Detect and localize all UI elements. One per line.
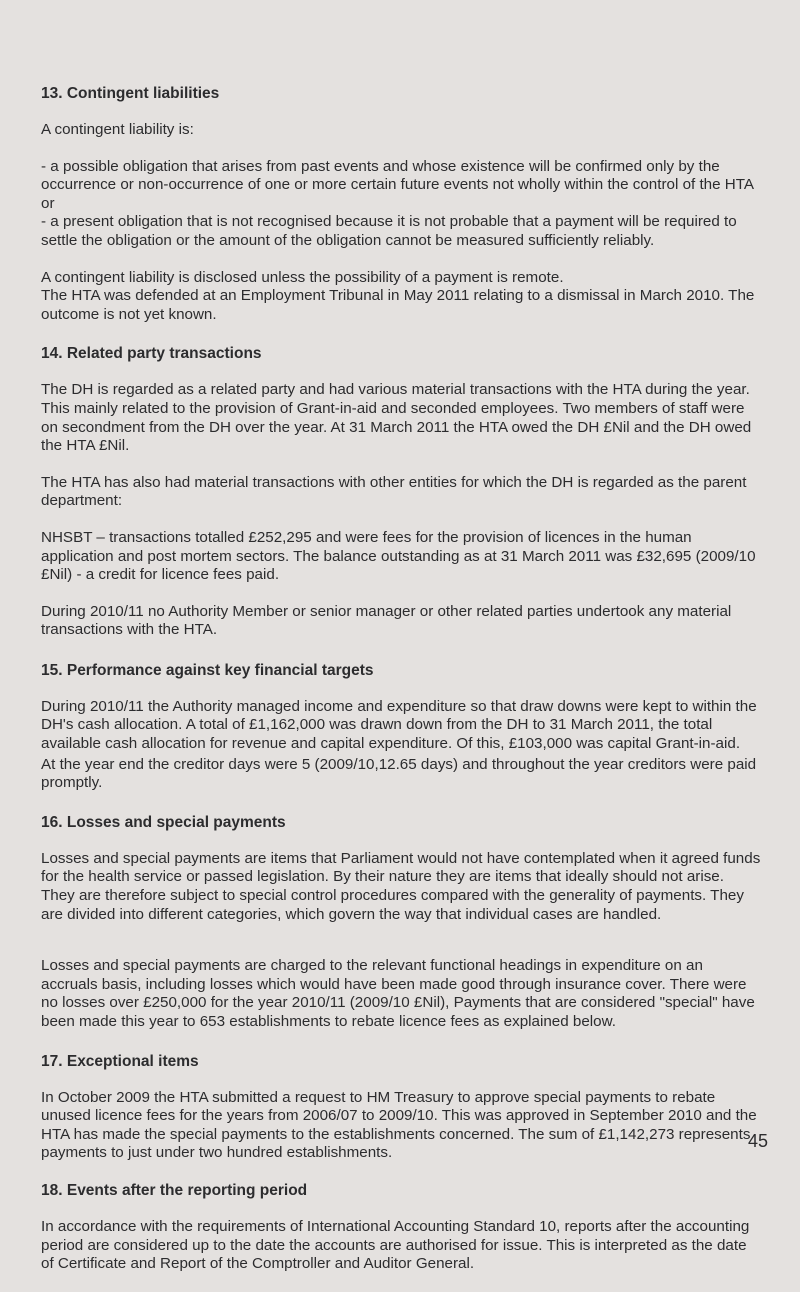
page-number: 45 (747, 1131, 768, 1151)
document-body (41, 84, 761, 1292)
paragraph: NHSBT – transactions totalled £252,295 and were fees for the provision of licences in the human application and post mortem sectors. The balance outstanding as at 31 March 2011 was £32,695 (2009/10 £Nil) - a credit for licence fees paid. (41, 528, 756, 584)
paragraph: Losses and special payments are items that Parliament would not have contemplated when it agreed funds for the health service or passed legislation. By their nature they are items that ideally should not arise. They are therefore subject to special control procedures compared with the generality of payments. They are divided into different categories, which govern the way that individual cases are handled. (41, 849, 761, 923)
section-heading-performance: 15. Performance against key financial targets (41, 661, 374, 679)
paragraph: - a present obligation that is not recognised because it is not probable that a payment will be required to settle the obligation or the amount of the obligation cannot be measured sufficiently reliably. (41, 213, 737, 249)
paragraph: A contingent liability is disclosed unless the possibility of a payment is remote. (41, 268, 564, 286)
paragraph: In accordance with the requirements of International Accounting Standard 10, reports after the accounting period are considered up to the date the accounts are authorised for issue. This is interpreted as the date of Certificate and Report of the Comptroller and Auditor General. (41, 1217, 750, 1273)
paragraph: Losses and special payments are charged to the relevant functional headings in expenditure on an accruals basis, including losses which would have been made good through insurance cover. There were no losses over £250,000 for the year 2010/11 (2009/10 £Nil), Payments that are considered "special" have been made this year to 653 establishments to rebate licence fees as explained below. (41, 957, 755, 1030)
paragraph: During 2010/11 no Authority Member or senior manager or other related parties undertook any material transactions with the HTA. (41, 602, 732, 639)
paragraph: At the year end the creditor days were 5 (2009/10,12.65 days) and throughout the year creditors were paid promptly. (41, 755, 757, 792)
section-heading-related-party: 14. Related party transactions (41, 345, 262, 363)
section-heading-events-after: 18. Events after the reporting period (41, 1181, 308, 1199)
paragraph: - a possible obligation that arises from past events and whose existence will be confirmed only by the occurrence or non-occurrence of one or more certain future events not wholly within the control of the HTA or (41, 157, 754, 212)
section-heading-exceptional-items: 17. Exceptional items (41, 1052, 199, 1070)
paragraph: The HTA has also had material transactions with other entities for which the DH is regarded as the parent department: (41, 473, 747, 510)
section-heading-losses: 16. Losses and special payments (41, 813, 286, 831)
paragraph: A contingent liability is: (41, 121, 194, 138)
paragraph: In October 2009 the HTA submitted a request to HM Treasury to approve special payments to rebate unused licence fees for the years from 2006/07 to 2009/10. This was approved in September 2010 and the HTA has made the special payments to the establishments concerned. The sum of £1,142,273 represents payments to just under two hundred establishments. (41, 1088, 757, 1162)
paragraph: During 2010/11 the Authority managed income and expenditure so that draw downs were kept to within the DH's cash allocation. A total of £1,162,000 was drawn down from the DH to 31 March 2011, the total available cash allocation for revenue and capital expenditure. Of this, £103,000 was capital Grant-in-aid. (41, 697, 757, 753)
paragraph: The DH is regarded as a related party and had various material transactions with the HTA during the year. This mainly related to the provision of Grant-in-aid and seconded employees. Two members of staff were on secondment from the DH over the year. At 31 March 2011 the HTA owed the DH £Nil and the DH owed the HTA £Nil. (41, 381, 752, 455)
paragraph: The HTA was defended at an Employment Tribunal in May 2011 relating to a dismissal in March 2010. The outcome is not yet known. (41, 287, 755, 323)
section-heading-contingent-liabilities: 13. Contingent liabilities (41, 85, 220, 102)
